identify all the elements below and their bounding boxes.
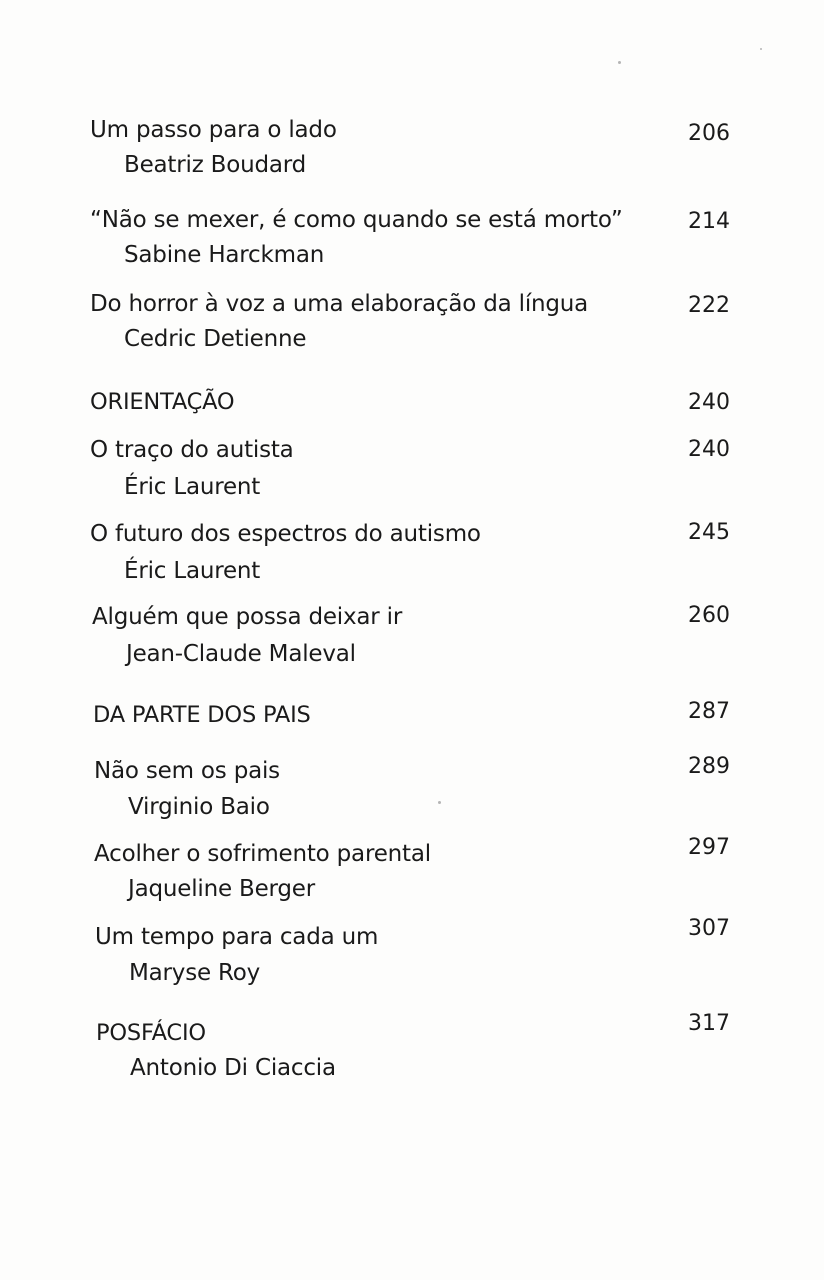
toc-entry-page-number: 214: [688, 209, 730, 234]
toc-entry-page-number: 206: [688, 121, 730, 146]
toc-entry-author: Antonio Di Ciaccia: [130, 1055, 336, 1081]
toc-section-page-number: 240: [688, 390, 730, 415]
toc-entry-title: Não sem os pais: [94, 758, 280, 784]
toc-entry-title: Alguém que possa deixar ir: [92, 604, 403, 630]
toc-section-title: ORIENTAÇÃO: [90, 389, 235, 415]
toc-section-title: POSFÁCIO: [96, 1020, 206, 1046]
toc-entry-title: O traço do autista: [90, 437, 294, 463]
toc-entry-title: Acolher o sofrimento parental: [94, 841, 431, 867]
toc-entry-author: Virginio Baio: [128, 794, 270, 820]
toc-entry-author: Cedric Detienne: [124, 326, 307, 352]
toc-entry-title: O futuro dos espectros do autismo: [90, 521, 481, 547]
paper-speck: [618, 61, 621, 64]
toc-entry-page-number: 245: [688, 520, 730, 545]
toc-entry-author: Sabine Harckman: [124, 242, 325, 268]
toc-entry-title: Um passo para o lado: [90, 117, 337, 143]
toc-section-page-number: 317: [688, 1011, 730, 1036]
toc-entry-author: Éric Laurent: [124, 474, 261, 500]
toc-entry-author: Éric Laurent: [124, 558, 261, 584]
toc-entry-author: Jaqueline Berger: [128, 876, 316, 902]
toc-entry-page-number: 297: [688, 835, 730, 860]
toc-section-page-number: 287: [688, 699, 730, 724]
toc-entry-page-number: 307: [688, 916, 730, 941]
toc-entry-title: Do horror à voz a uma elaboração da língua: [90, 291, 589, 317]
toc-entry-author: Maryse Roy: [129, 960, 261, 986]
toc-entry-page-number: 289: [688, 754, 730, 779]
toc-entry-title: Um tempo para cada um: [95, 924, 379, 950]
paper-speck: [438, 801, 441, 804]
toc-entry-author: Jean-Claude Maleval: [126, 641, 356, 667]
toc-entry-page-number: 260: [688, 603, 730, 628]
toc-section-title: DA PARTE DOS PAIS: [93, 702, 311, 728]
toc-entry-page-number: 222: [688, 293, 730, 318]
toc-entry-page-number: 240: [688, 437, 730, 462]
paper-speck: [760, 48, 762, 50]
toc-entry-title: “Não se mexer, é como quando se está morto”: [90, 207, 623, 233]
toc-entry-author: Beatriz Boudard: [124, 152, 307, 178]
